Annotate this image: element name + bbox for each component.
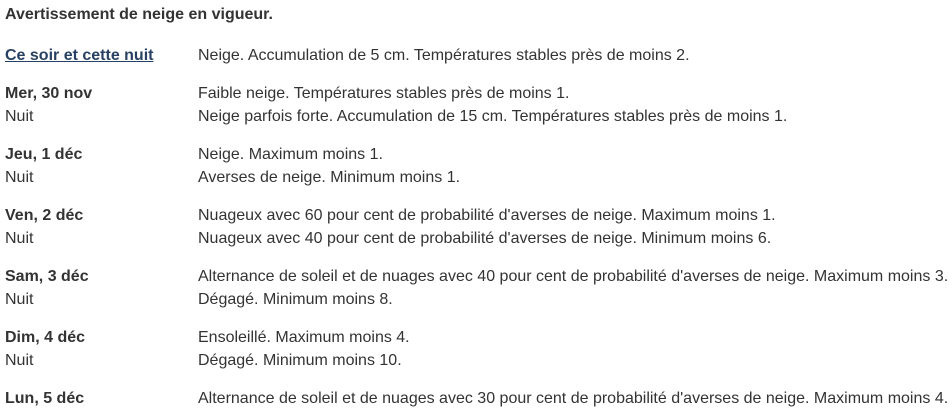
forecast-row	[5, 105, 952, 128]
forecast-group-fri-2-dec	[5, 204, 952, 250]
day-label: Mer, 30 nov	[5, 85, 93, 102]
forecast-group-thu-1-dec	[5, 143, 952, 189]
forecast-group-tonight	[5, 44, 952, 67]
forecast-group-wed-30-nov	[5, 82, 952, 128]
forecast-group-sun-4-dec	[5, 326, 952, 372]
forecast-row	[5, 166, 952, 189]
tonight-link[interactable]: Ce soir et cette nuit	[5, 47, 154, 64]
forecast-text: Averses de neige. Minimum moins 1.	[198, 169, 461, 186]
day-label: Lun, 5 déc	[5, 390, 85, 407]
night-label: Nuit	[5, 291, 34, 308]
forecast-row	[5, 265, 952, 288]
forecast-group-sat-3-dec	[5, 265, 952, 311]
forecast-row	[5, 387, 952, 410]
night-label: Nuit	[5, 352, 34, 369]
forecast-text: Nuageux avec 40 pour cent de probabilité d'averses de neige. Minimum moins 6.	[198, 230, 772, 247]
day-label: Dim, 4 déc	[5, 329, 86, 346]
night-label: Nuit	[5, 169, 34, 186]
day-label: Ven, 2 déc	[5, 207, 84, 224]
forecast-text: Alternance de soleil et de nuages avec 30 pour cent de probabilité d'averses de neige. Maximum moins 4.	[198, 390, 949, 407]
forecast-group-mon-5-dec	[5, 387, 952, 410]
forecast-text: Nuageux avec 60 pour cent de probabilité d'averses de neige. Maximum moins 1.	[198, 207, 776, 224]
forecast-text: Dégagé. Minimum moins 10.	[198, 352, 402, 369]
night-label: Nuit	[5, 108, 34, 125]
forecast-row	[5, 326, 952, 349]
forecast-text: Neige parfois forte. Accumulation de 15 cm. Températures stables près de moins 1.	[198, 108, 788, 125]
day-label: Sam, 3 déc	[5, 268, 89, 285]
night-label: Nuit	[5, 230, 34, 247]
period-label	[5, 44, 198, 67]
forecast-row	[5, 227, 952, 250]
day-label: Jeu, 1 déc	[5, 146, 83, 163]
forecast-text: Neige. Accumulation de 5 cm. Températures stables près de moins 2.	[198, 47, 690, 64]
forecast-row	[5, 82, 952, 105]
forecast-text: Neige. Maximum moins 1.	[198, 146, 383, 163]
forecast-text: Ensoleillé. Maximum moins 4.	[198, 329, 410, 346]
forecast-row	[5, 349, 952, 372]
forecast-text: Alternance de soleil et de nuages avec 40 pour cent de probabilité d'averses de neige. Maximum moins 3.	[198, 268, 949, 285]
forecast-row	[5, 204, 952, 227]
forecast-row	[5, 44, 952, 67]
snow-warning-heading: Avertissement de neige en vigueur.	[5, 6, 273, 23]
forecast-row	[5, 288, 952, 311]
forecast-text: Dégagé. Minimum moins 8.	[198, 291, 393, 308]
forecast-row	[5, 143, 952, 166]
forecast-text: Faible neige. Températures stables près de moins 1.	[198, 85, 570, 102]
